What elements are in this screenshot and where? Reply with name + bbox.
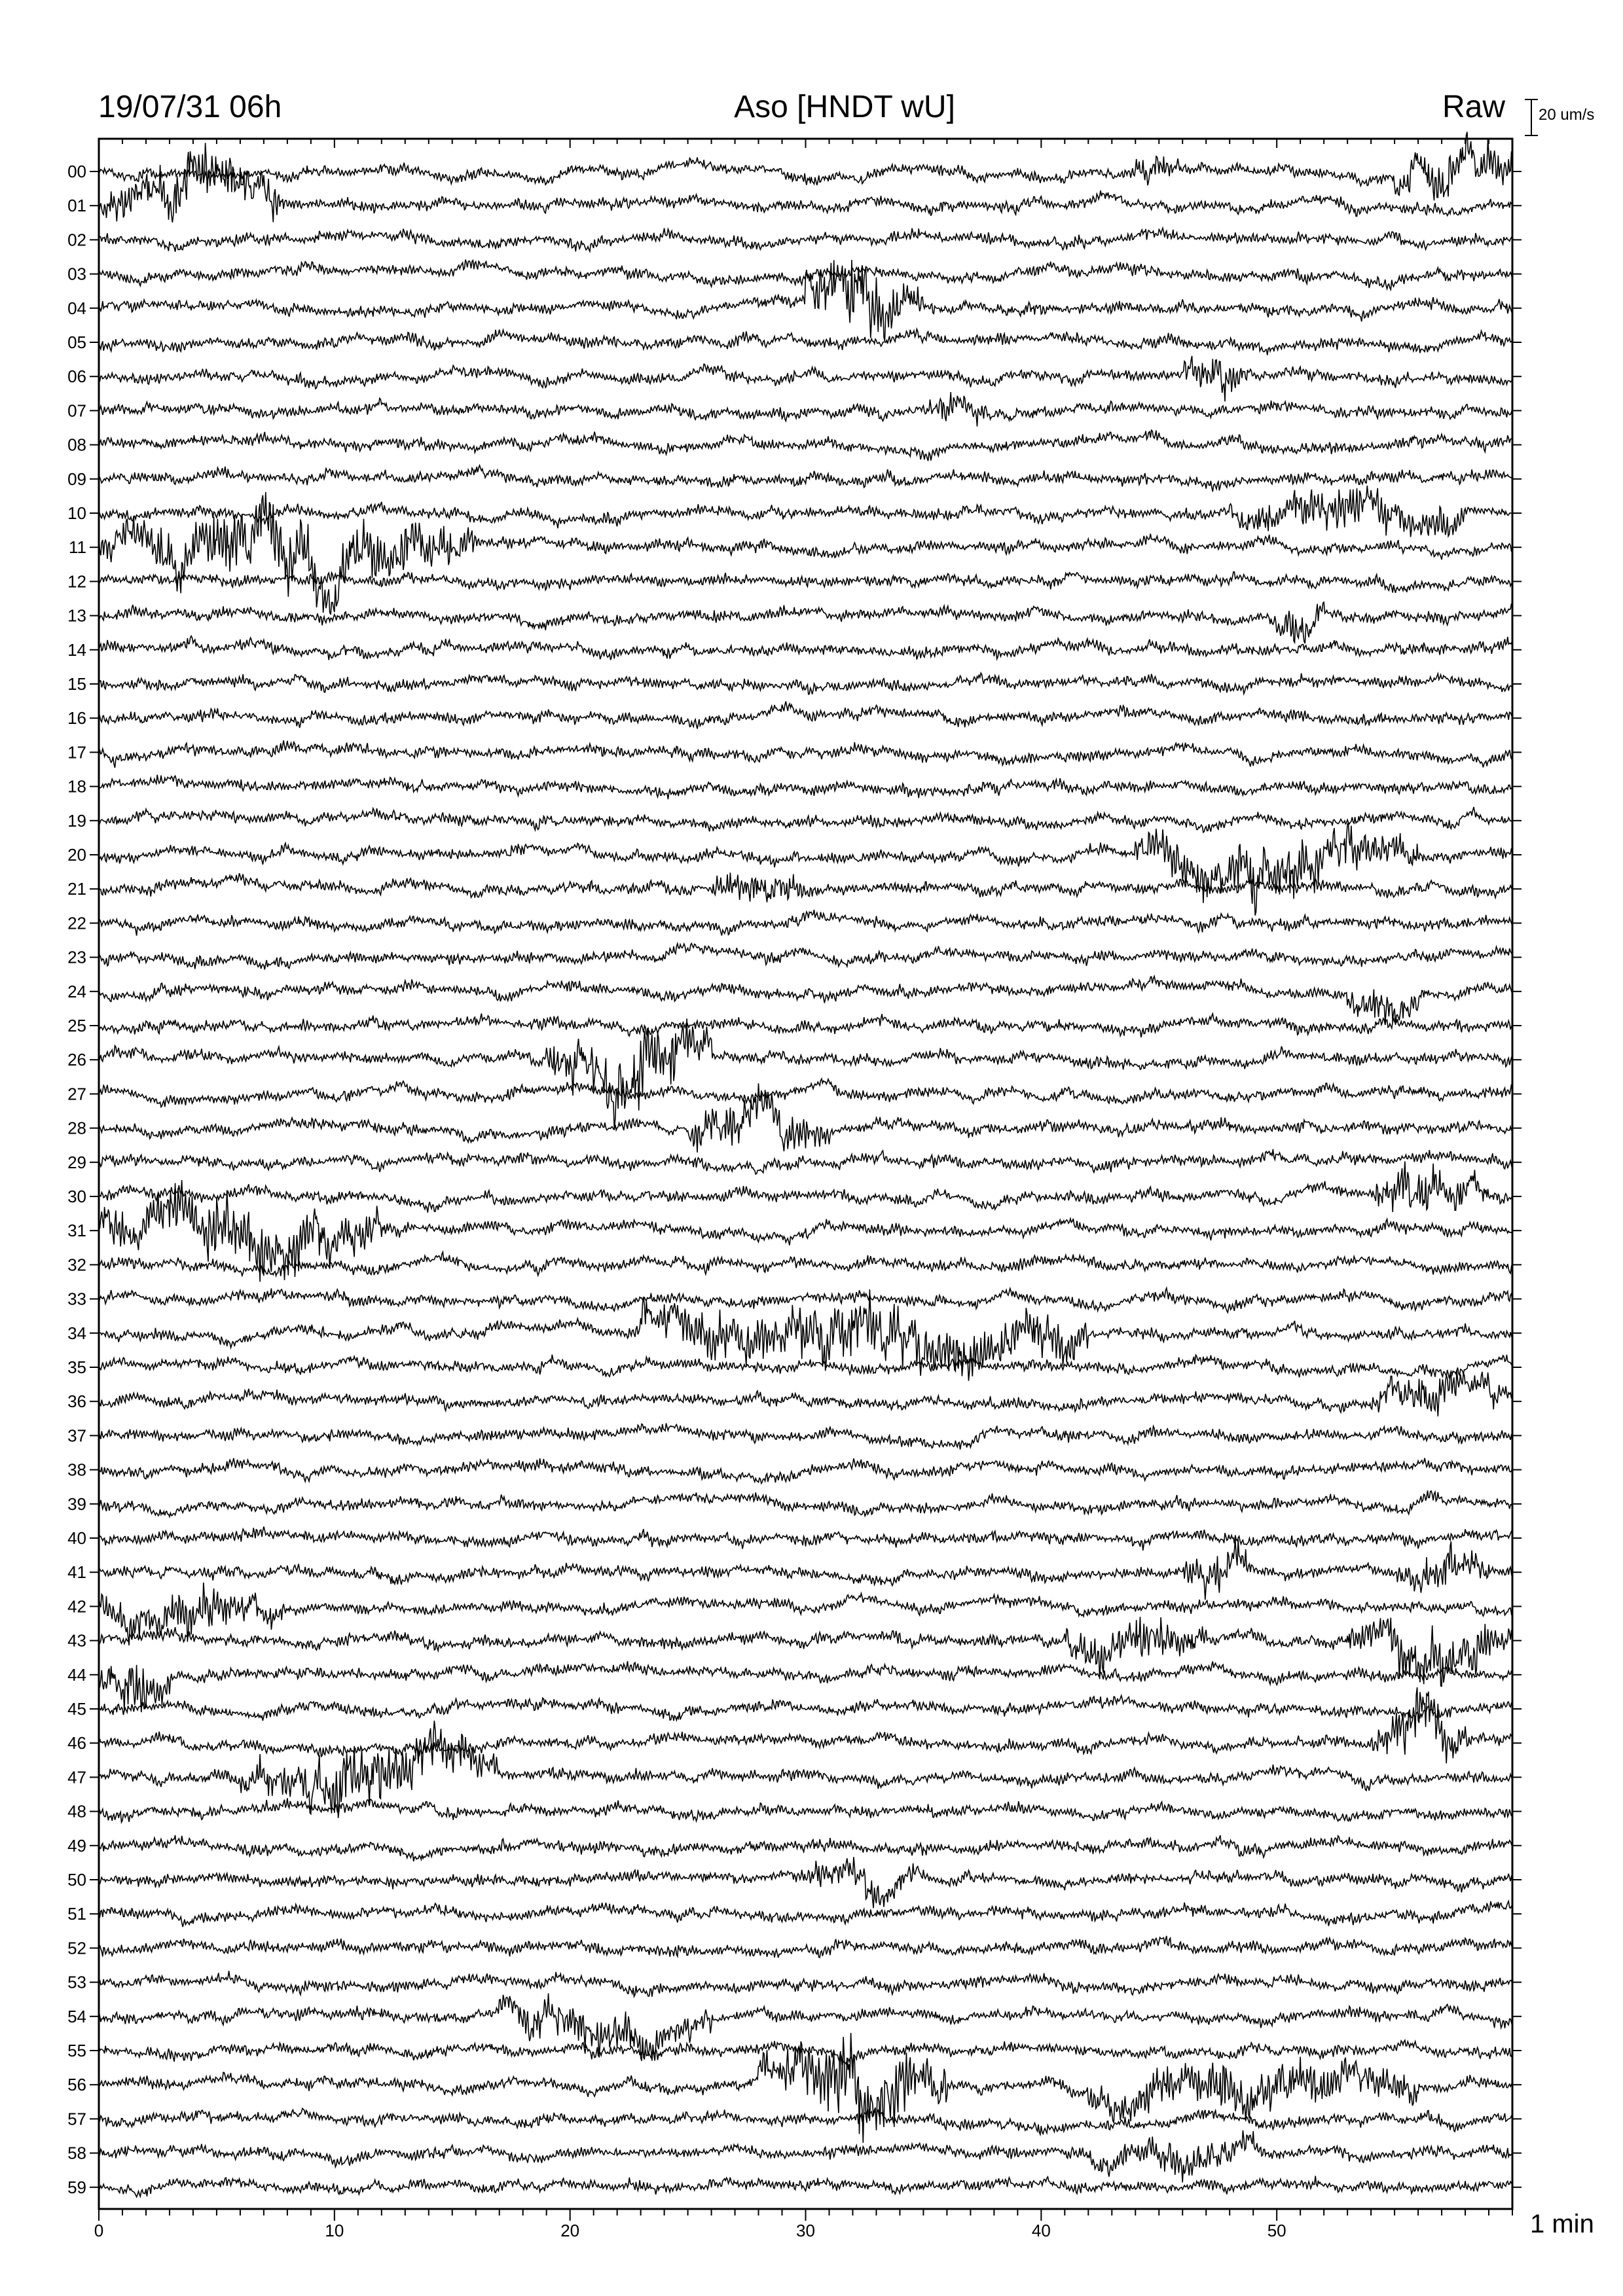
row-label: 20 xyxy=(67,845,86,865)
trace-row-15 xyxy=(99,673,1512,694)
mode-label: Raw xyxy=(1442,90,1505,124)
row-label: 59 xyxy=(67,2177,86,2197)
x-tick-label: 10 xyxy=(325,2221,344,2240)
row-label: 51 xyxy=(67,1904,86,1924)
trace-row-14 xyxy=(99,636,1512,660)
trace-row-32 xyxy=(99,1252,1512,1276)
row-label: 50 xyxy=(67,1870,86,1890)
trace-row-27 xyxy=(99,1079,1512,1107)
row-label: 21 xyxy=(67,879,86,899)
row-label: 40 xyxy=(67,1528,86,1548)
trace-row-45 xyxy=(99,1696,1512,1721)
row-label: 06 xyxy=(67,367,86,387)
row-label: 47 xyxy=(67,1767,86,1787)
row-label: 44 xyxy=(67,1664,86,1685)
row-label: 01 xyxy=(67,196,86,216)
row-label: 34 xyxy=(67,1323,86,1343)
trace-row-24 xyxy=(99,977,1512,1025)
row-label: 39 xyxy=(67,1494,86,1514)
row-label: 33 xyxy=(67,1289,86,1309)
trace-row-21 xyxy=(99,872,1512,902)
trace-row-10 xyxy=(99,486,1512,537)
row-label: 38 xyxy=(67,1460,86,1480)
row-label: 19 xyxy=(67,810,86,831)
row-label: 16 xyxy=(67,708,86,728)
row-label: 04 xyxy=(67,298,86,318)
trace-row-29 xyxy=(99,1149,1512,1174)
trace-row-50 xyxy=(99,1857,1512,1908)
trace-row-41 xyxy=(99,1539,1512,1600)
trace-row-08 xyxy=(99,430,1512,461)
amplitude-scale-label: 20 um/s xyxy=(1539,106,1595,124)
trace-row-16 xyxy=(99,702,1512,729)
row-label: 45 xyxy=(67,1699,86,1719)
row-label: 13 xyxy=(67,605,86,626)
trace-row-37 xyxy=(99,1424,1512,1450)
trace-row-51 xyxy=(99,1901,1512,1927)
row-label: 42 xyxy=(67,1596,86,1617)
trace-row-18 xyxy=(99,775,1512,799)
row-label: 10 xyxy=(67,503,86,523)
trace-row-36 xyxy=(99,1370,1512,1416)
trace-row-19 xyxy=(99,807,1512,833)
row-label: 02 xyxy=(67,230,86,250)
row-label: 37 xyxy=(67,1426,86,1446)
row-label: 30 xyxy=(67,1187,86,1206)
trace-row-33 xyxy=(99,1288,1512,1312)
datetime-label: 19/07/31 06h xyxy=(98,90,282,124)
trace-row-47 xyxy=(99,1721,1512,1818)
trace-row-39 xyxy=(99,1490,1512,1516)
x-unit-label: 1 min xyxy=(1530,2210,1594,2238)
row-label: 27 xyxy=(67,1084,86,1104)
x-tick-label: 0 xyxy=(94,2221,104,2240)
trace-row-59 xyxy=(99,2176,1512,2197)
row-label: 24 xyxy=(67,981,86,1001)
trace-row-58 xyxy=(99,2130,1512,2182)
row-label: 48 xyxy=(67,1801,86,1821)
trace-row-53 xyxy=(99,1971,1512,1996)
row-label: 07 xyxy=(67,401,86,421)
row-label: 26 xyxy=(67,1050,86,1070)
row-label: 54 xyxy=(67,2006,86,2026)
row-label: 32 xyxy=(67,1255,86,1275)
row-label: 57 xyxy=(67,2109,86,2129)
trace-row-46 xyxy=(99,1687,1512,1763)
x-tick-label: 40 xyxy=(1031,2221,1051,2240)
trace-row-35 xyxy=(99,1355,1512,1378)
trace-row-13 xyxy=(99,602,1512,643)
row-label: 03 xyxy=(67,264,86,284)
row-label: 43 xyxy=(67,1630,86,1651)
row-label: 23 xyxy=(67,947,86,967)
trace-row-06 xyxy=(99,356,1512,402)
row-label: 29 xyxy=(67,1152,86,1172)
row-label: 22 xyxy=(67,913,86,933)
row-label: 36 xyxy=(67,1391,86,1412)
trace-row-52 xyxy=(99,1936,1512,1958)
row-label: 55 xyxy=(67,2041,86,2060)
row-label: 52 xyxy=(67,1938,86,1958)
row-label: 49 xyxy=(67,1835,86,1856)
trace-row-02 xyxy=(99,228,1512,251)
row-label: 05 xyxy=(67,332,86,352)
trace-row-20 xyxy=(99,823,1512,916)
trace-row-07 xyxy=(99,392,1512,427)
trace-row-09 xyxy=(99,465,1512,492)
row-label: 41 xyxy=(67,1562,86,1583)
trace-row-22 xyxy=(99,910,1512,936)
trace-row-38 xyxy=(99,1458,1512,1484)
trace-row-40 xyxy=(99,1526,1512,1551)
trace-row-17 xyxy=(99,740,1512,768)
x-tick-label: 20 xyxy=(560,2221,580,2240)
row-label: 15 xyxy=(67,674,86,694)
row-label: 25 xyxy=(67,1016,86,1035)
row-label: 56 xyxy=(67,2075,86,2095)
trace-row-57 xyxy=(99,2108,1512,2134)
row-label: 12 xyxy=(67,571,86,592)
row-label: 35 xyxy=(67,1357,86,1377)
row-label: 58 xyxy=(67,2143,86,2163)
trace-row-04 xyxy=(99,260,1512,341)
row-label: 28 xyxy=(67,1118,86,1138)
row-label: 14 xyxy=(67,639,86,660)
station-title: Aso [HNDT wU] xyxy=(734,90,955,124)
row-label: 18 xyxy=(67,776,86,797)
trace-row-49 xyxy=(99,1835,1512,1861)
trace-row-05 xyxy=(99,329,1512,355)
trace-row-12 xyxy=(99,572,1512,593)
row-label: 11 xyxy=(69,537,86,558)
trace-row-42 xyxy=(99,1583,1512,1645)
row-label: 53 xyxy=(67,1972,86,1992)
row-label: 09 xyxy=(67,469,86,489)
row-label: 17 xyxy=(67,742,86,762)
x-tick-label: 30 xyxy=(796,2221,815,2240)
row-label: 08 xyxy=(67,435,86,455)
trace-row-25 xyxy=(99,1014,1512,1037)
x-tick-label: 50 xyxy=(1267,2221,1286,2240)
row-label: 46 xyxy=(67,1733,86,1753)
trace-row-44 xyxy=(99,1661,1512,1712)
trace-row-23 xyxy=(99,943,1512,969)
row-label: 31 xyxy=(67,1221,86,1241)
row-label: 00 xyxy=(67,162,86,181)
trace-row-26 xyxy=(99,1018,1512,1130)
trace-row-30 xyxy=(99,1161,1512,1212)
